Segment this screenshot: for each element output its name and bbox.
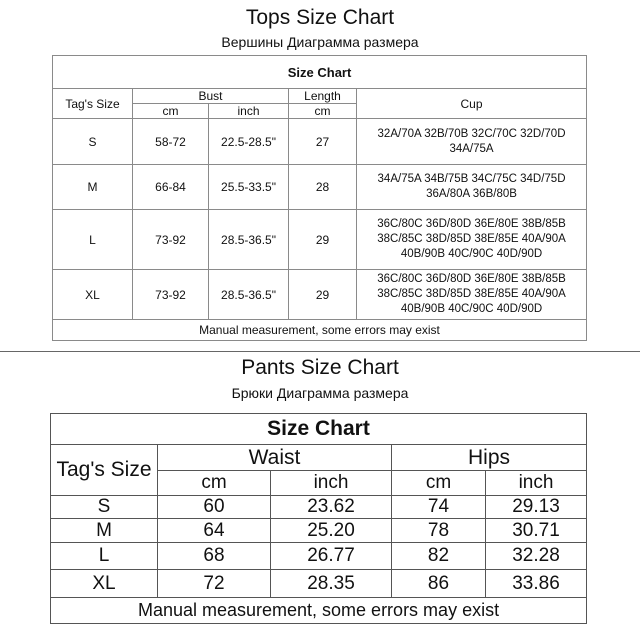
pants-size-cell: M (51, 519, 158, 543)
pants-waist-cm-cell: 64 (158, 519, 271, 543)
tops-bust-inch-cell: 28.5-36.5" (209, 210, 289, 270)
cup-line: 40B/90B 40C/90C 40D/90D (400, 303, 543, 315)
tops-unit-bust-inch: inch (209, 104, 289, 119)
tops-cup-cell (357, 210, 587, 270)
tops-size-table (52, 55, 587, 341)
table-row (53, 119, 587, 165)
table-row (51, 570, 587, 598)
cup-line: 36C/80C 36D/80D 36E/80E 38B/85B (377, 218, 566, 230)
tops-heading: Tops Size Chart (245, 6, 395, 29)
cup-line: 36A/80A 36B/80B (426, 188, 517, 200)
tops-unit-bust-cm: cm (133, 104, 209, 119)
pants-table-title: Size Chart (51, 414, 587, 445)
pants-waist-inch-cell: 28.35 (271, 570, 392, 598)
tops-size-cell: S (53, 119, 133, 165)
tops-bust-inch-cell: 28.5-36.5" (209, 270, 289, 320)
pants-note: Manual measurement, some errors may exist (51, 598, 587, 624)
pants-heading: Pants Size Chart (241, 356, 399, 379)
pants-unit-waist-cm: cm (158, 471, 271, 496)
pants-col-hips: Hips (392, 445, 587, 471)
tops-note: Manual measurement, some errors may exist (53, 320, 587, 341)
tops-table-title: Size Chart (53, 56, 587, 89)
pants-col-waist: Waist (158, 445, 392, 471)
tops-length-cell: 29 (289, 270, 357, 320)
pants-size-table (50, 413, 587, 624)
table-row (53, 270, 587, 320)
table-row (53, 165, 587, 210)
tops-length-cell: 27 (289, 119, 357, 165)
table-row (51, 519, 587, 543)
pants-col-tag-size: Tag's Size (51, 445, 158, 496)
tops-bust-cm-cell: 58-72 (133, 119, 209, 165)
cup-line: 32A/70A 32B/70B 32C/70C 32D/70D (377, 127, 566, 140)
pants-waist-cm-cell: 60 (158, 496, 271, 519)
tops-size-cell: XL (53, 270, 133, 320)
cup-line: 40B/90B 40C/90C 40D/90D (400, 248, 543, 260)
pants-size-cell: XL (51, 570, 158, 598)
pants-waist-cm-cell: 68 (158, 543, 271, 570)
pants-hips-inch-cell: 33.86 (486, 570, 587, 598)
tops-col-tag-size: Tag's Size (53, 89, 133, 119)
tops-cup-cell (357, 165, 587, 210)
tops-unit-length-cm: cm (289, 104, 357, 119)
tops-bust-cm-cell: 66-84 (133, 165, 209, 210)
cup-line: 38C/85C 38D/85D 38E/85E 40A/90A (377, 288, 566, 300)
tops-bust-inch-cell: 22.5-28.5" (209, 119, 289, 165)
pants-size-cell: L (51, 543, 158, 570)
pants-hips-cm-cell: 86 (392, 570, 486, 598)
tops-length-cell: 28 (289, 165, 357, 210)
pants-waist-inch-cell: 26.77 (271, 543, 392, 570)
pants-waist-inch-cell: 23.62 (271, 496, 392, 519)
pants-hips-inch-cell: 29.13 (486, 496, 587, 519)
pants-unit-hips-inch: inch (486, 471, 587, 496)
pants-hips-inch-cell: 30.71 (486, 519, 587, 543)
pants-size-cell: S (51, 496, 158, 519)
section-divider (0, 351, 640, 352)
tops-cup-cell (357, 119, 587, 165)
table-row (53, 210, 587, 270)
pants-waist-cm-cell: 72 (158, 570, 271, 598)
tops-col-length: Length (289, 89, 357, 104)
tops-subheading: Вершины Диаграмма размера (221, 34, 419, 50)
cup-line: 36C/80C 36D/80D 36E/80E 38B/85B (377, 273, 566, 285)
tops-size-cell: M (53, 165, 133, 210)
pants-subheading: Брюки Диаграмма размера (231, 385, 409, 401)
pants-unit-hips-cm: cm (392, 471, 486, 496)
pants-hips-cm-cell: 82 (392, 543, 486, 570)
tops-bust-cm-cell: 73-92 (133, 210, 209, 270)
cup-line: 38C/85C 38D/85D 38E/85E 40A/90A (377, 233, 566, 245)
cup-line: 34A/75A 34B/75B 34C/75C 34D/75D (377, 173, 566, 185)
pants-hips-inch-cell: 32.28 (486, 543, 587, 570)
tops-col-bust: Bust (133, 89, 289, 104)
tops-length-cell: 29 (289, 210, 357, 270)
pants-hips-cm-cell: 74 (392, 496, 486, 519)
pants-unit-waist-inch: inch (271, 471, 392, 496)
cup-line: 34A/75A (449, 142, 494, 155)
pants-waist-inch-cell: 25.20 (271, 519, 392, 543)
table-row (51, 543, 587, 570)
tops-bust-cm-cell: 73-92 (133, 270, 209, 320)
tops-cup-cell (357, 270, 587, 320)
table-row (51, 496, 587, 519)
tops-bust-inch-cell: 25.5-33.5" (209, 165, 289, 210)
tops-col-cup: Cup (357, 89, 587, 119)
pants-hips-cm-cell: 78 (392, 519, 486, 543)
tops-size-cell: L (53, 210, 133, 270)
